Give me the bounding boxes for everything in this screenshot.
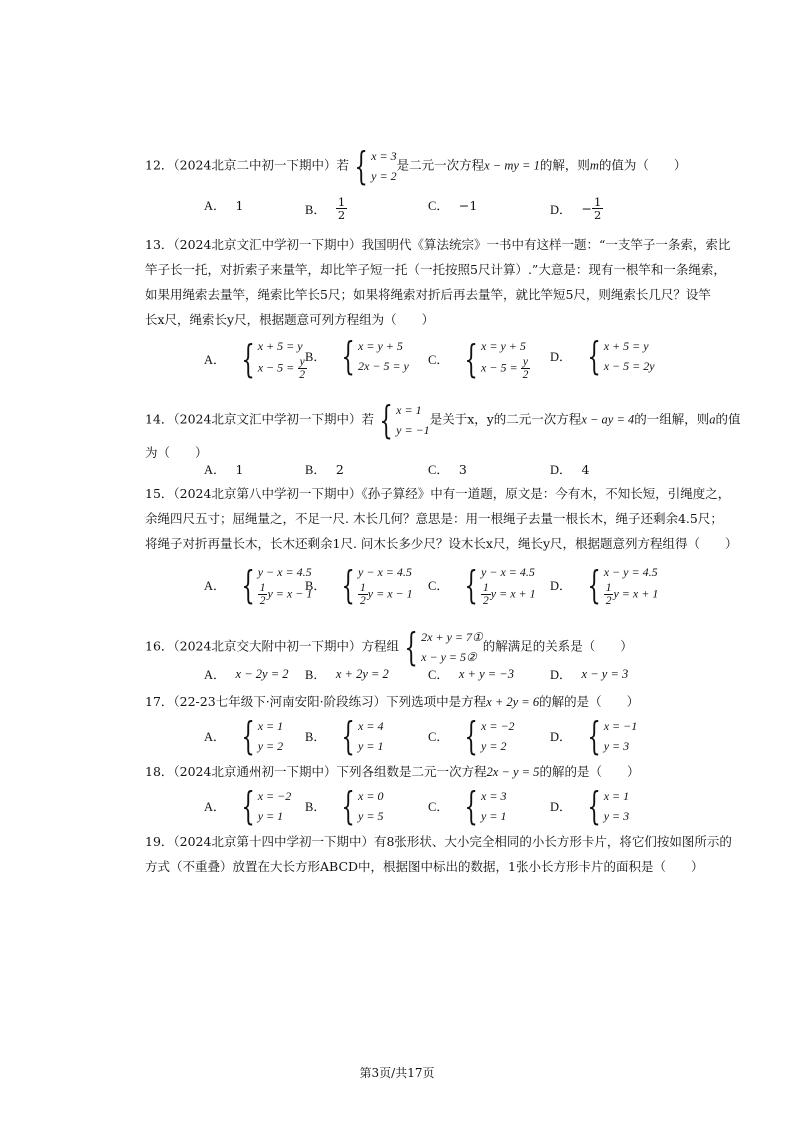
question-line: 长x尺，绳索长y尺，根据题意可列方程组为（ ） [145,312,435,327]
question-13-options [204,336,724,380]
question-line: 将绳子对折再量长木，长木还剩余1尺. 问木长多少尺？设木长x尺，绳长y尺，根据题意列方程组得（ ） [145,536,738,551]
option-c: C． { x = −2 y = 2 [428,714,515,758]
question-line: 如果用绳索去量竿，绳索比竿长5尺；如果将绳索对折后再去量竿，就比竿短5尺，则绳索长几尺？设竿 [145,287,711,302]
equation-system [349,146,397,186]
question-line: 15．（2024北京第八中学初一下期中）《孙子算经》中有一道题，原文是：今有木，不知长短，引绳度之， [145,486,731,501]
question-16-options [204,665,724,689]
equation-system: { 2x + y = 7① x − y = 5② [404,625,483,669]
option-d: D． { x = −1 y = 3 [550,714,638,758]
option-a: A． 1 [204,197,244,213]
brace-icon: { [240,562,255,607]
question-16-stem: 16．（2024北京交大附中初一下期中）方程组 { 2x + y = 7① x − y = 5② 的解满足的关系是（ ） [145,625,633,669]
question-line: 为（ ） [145,445,208,460]
brace-icon: { [341,334,355,378]
equation: x − my = 1 [484,158,540,173]
fraction: $\frac{1}{2}$ [594,195,602,222]
option-a: A． { x = −2 y = 1 [204,784,292,828]
brace-icon: { [586,714,601,758]
brace-icon: { [464,784,478,828]
option-d: D． { x + 5 = y x − 5 = 2y [550,334,655,378]
question-text: 12．（2024北京二中初一下期中）若 [145,157,349,173]
option-b: B． { x = y + 5 2x − 5 = y [305,334,409,378]
question-12-options [204,196,724,236]
question-line: 竿子长一托，对折索子来量竿，却比竿子短一托（一托按照5尺计算）.”大意是：现有一根竿和一条绳索， [145,262,726,277]
option-d: D． { x − y = 4.5 $\frac{1}{2}$ y = x + 1 [550,562,659,607]
option-c: C． { x = y + 5 x − 5 = $\frac{y}{2}$ [428,336,529,381]
question-17 [145,689,705,715]
brace-icon: { [341,562,355,607]
question-18-stem: 18．（2024北京通州初一下期中）下列各组数是二元一次方程2x − y = 5的解的是（ ） [145,764,640,779]
option-a: A． 1 [204,461,244,477]
question-19 [145,829,732,879]
question-14-stem: 14．（2024北京文汇中学初一下期中）若 { x = 1 y = −1 是关于x，y的二元一次方程x − ay = 4的一组解，则a的值 [145,398,741,442]
question-15-options [204,562,724,606]
question-text: 的值为（ ） [598,157,687,173]
question-text: 的解，则 [539,157,590,173]
question-line: 方式（不重叠）放置在大长方形ABCD中，根据图中标出的数据，1张小长方形卡片的面积是（ ） [145,859,704,874]
brace-icon: { [240,784,255,828]
option-a: A． { y − x = 4.5 $\frac{1}{2}$ y = x − 1 [204,562,313,607]
brace-icon: { [464,562,478,607]
option-d: D． { x = 1 y = 3 [550,784,630,828]
option-a: A． x − 2y = 2 [204,666,289,682]
question-line: 19．（2024北京第十四中学初一下期中）有8张形状、大小完全相同的小长方形卡片，将它们按如图所示的 [145,834,732,849]
option-d: D． 4 [550,461,590,477]
question-18-options [204,786,724,830]
question-16 [145,627,705,667]
equation-system: { x = 1 y = −1 [379,398,430,442]
system-line: y = 2 [371,169,397,183]
option-a: A． { x = 1 y = 2 [204,714,284,758]
system-line: x = 3 [371,149,397,163]
brace-icon: { [586,784,601,828]
brace-icon: { [341,714,355,758]
option-b: B． $\frac{1}{2}$ [305,195,346,222]
brace-icon: { [240,714,255,758]
question-14 [145,398,741,465]
question-17-stem: 17．（22-23七年级下·河南安阳·阶段练习）下列选项中是方程x + 2y = 6的解的是（ ） [145,694,640,709]
brace-icon: { [404,625,418,669]
question-line: 13．（2024北京文汇中学初一下期中）我国明代《算法统宗》一书中有这样一题：“一支竿子一条索，索比 [145,237,731,252]
option-c: C． { y − x = 4.5 $\frac{1}{2}$ y = x + 1 [428,562,536,607]
question-13 [145,232,731,332]
question-18 [145,759,705,785]
brace-icon: { [464,336,478,381]
option-b: B． { x = 4 y = 1 [305,714,384,758]
fraction: $\frac{1}{2}$ [337,195,346,222]
option-c: C． { x = 3 y = 1 [428,784,507,828]
question-text: 是二元一次方程 [396,157,485,173]
question-15 [145,481,738,556]
option-b: B． x + 2y = 2 [305,666,389,682]
option-c: C． 3 [428,461,467,477]
brace-icon: { [586,562,601,607]
question-line: 余绳四尺五寸；屈绳量之，不足一尺. 木长几何？意思是：用一根绳子去量一根长木，绳子还剩余4.5尺； [145,511,723,526]
option-b: B． { y − x = 4.5 $\frac{1}{2}$ y = x − 1 [305,562,413,607]
brace-icon: { [464,714,478,758]
option-b: B． { x = 0 y = 5 [305,784,384,828]
page-footer: 第3页/共17页 [359,1066,435,1080]
question-12-stem [145,146,705,186]
option-d: D． x − y = 3 [550,666,629,682]
option-d: D． − $\frac{1}{2}$ [550,195,602,222]
question-12 [145,146,705,186]
option-c: C． x + y = −3 [428,666,514,682]
brace-icon: { [354,144,368,188]
brace-icon: { [240,336,255,381]
brace-icon: { [586,334,601,378]
brace-icon: { [379,398,393,442]
option-c: C． −1 [428,197,478,213]
brace-icon: { [341,784,355,828]
variable: m [589,158,599,173]
option-b: B． 2 [305,461,344,477]
option-a: A． { x + 5 = y x − 5 = $\frac{y}{2}$ [204,336,305,381]
question-17-options [204,716,724,760]
